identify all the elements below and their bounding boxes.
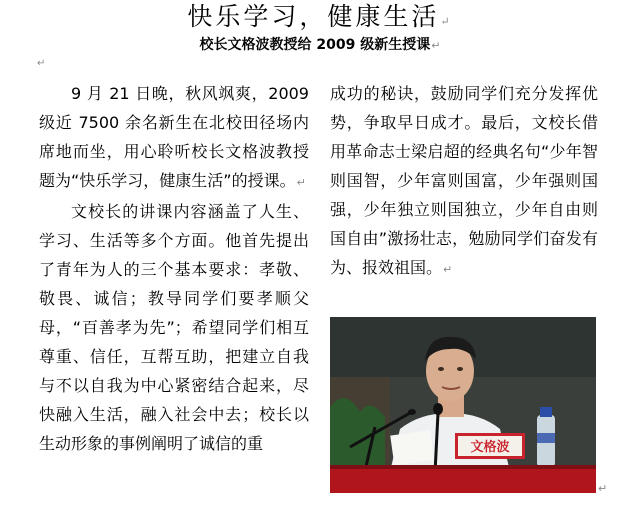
paragraph-lecture-content: 文校长的讲课内容涵盖了人生、学习、生活等多个方面。他首先提出了青年为人的三个基本要求：孝敬、敬畏、诚信；教导同学们要孝顺父母，“百善孝为先”；希望同学们相互尊重、信任，互帮互助，把建立自我与不以自我为中心紧密结合起来，尽快融入生活，融入社会中去；校长以生动形象的事例阐明了诚信的重	[39, 202, 309, 453]
left-column	[39, 79, 309, 458]
paragraph-mark: ↵	[598, 482, 608, 495]
paragraph-mark: ↵	[440, 15, 453, 28]
article-title: 快乐学习，健康生活↵	[187, 2, 453, 31]
paragraph-intro: 9 月 21 日晚，秋风飒爽，2009 级近 7500 余名新生在北校田径场内席地而坐，用心聆听校长文格波教授题为“快乐学习，健康生活”的授课。↵	[39, 84, 309, 190]
speaker-photo-illustration	[330, 317, 596, 493]
right-column	[330, 79, 598, 284]
empty-paragraph-mark: ↵	[37, 58, 46, 69]
paragraph-mark: ↵	[431, 39, 441, 52]
article-subtitle: 校长文格波教授给 2009 级新生授课↵	[199, 37, 441, 53]
paragraph-conclusion: 成功的秘诀，鼓励同学们充分发挥优势，争取早日成才。最后，文校长借用革命志士梁启超的经典名句“少年智则国智，少年富则国富，少年强则国强，少年独立则国独立，少年自由则国自由”激扬壮志，勉励同学们奋发有为、报效祖国。↵	[330, 84, 598, 277]
nameplate-text: 文格波	[470, 440, 510, 455]
lecture-photo	[330, 317, 596, 493]
